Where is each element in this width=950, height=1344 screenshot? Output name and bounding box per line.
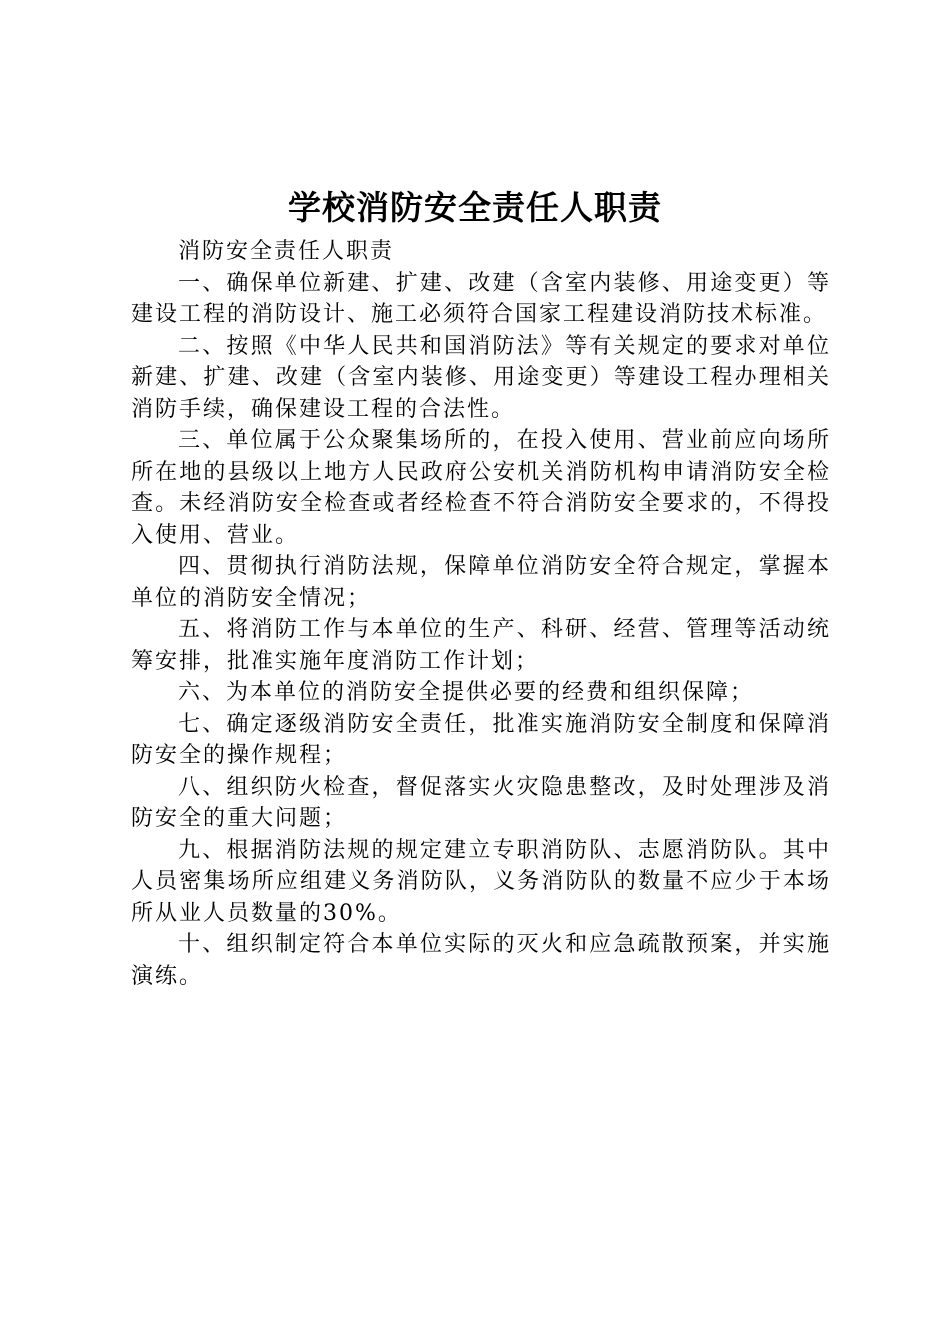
paragraph-3: 三、单位属于公众聚集场所的，在投入使用、营业前应向场所所在地的县级以上地方人民政府公安机关消防机构申请消防安全检查。未经消防安全检查或者经检查不符合消防安全要求的，不得投入使用、营业。 bbox=[131, 428, 831, 548]
paragraph-6: 六、为本单位的消防安全提供必要的经费和组织保障； bbox=[178, 680, 755, 705]
paragraph-5: 五、将消防工作与本单位的生产、科研、经营、管理等活动统筹安排，批准实施年度消防工作计划； bbox=[131, 617, 831, 674]
document-subtitle: 消防安全责任人职责 bbox=[178, 239, 395, 264]
paragraph-2: 二、按照《中华人民共和国消防法》等有关规定的要求对单位新建、扩建、改建（含室内装修、用途变更）等建设工程办理相关消防手续，确保建设工程的合法性。 bbox=[131, 333, 831, 422]
document-body bbox=[131, 236, 831, 992]
paragraph-9: 九、根据消防法规的规定建立专职消防队、志愿消防队。其中人员密集场所应组建义务消防队，义务消防队的数量不应少于本场所从业人员数量的30%。 bbox=[131, 837, 831, 926]
paragraph-10: 十、组织制定符合本单位实际的灭火和应急疏散预案，并实施演练。 bbox=[131, 932, 831, 989]
paragraph-8: 八、组织防火检查，督促落实火灾隐患整改，及时处理涉及消防安全的重大问题； bbox=[131, 774, 831, 831]
paragraph-7: 七、确定逐级消防安全责任，批准实施消防安全制度和保障消防安全的操作规程； bbox=[131, 711, 831, 768]
document-title: 学校消防安全责任人职责 bbox=[288, 188, 662, 227]
paragraph-4: 四、贯彻执行消防法规，保障单位消防安全符合规定，掌握本单位的消防安全情况； bbox=[131, 554, 831, 611]
paragraph-1: 一、确保单位新建、扩建、改建（含室内装修、用途变更）等建设工程的消防设计、施工必须符合国家工程建设消防技术标准。 bbox=[131, 270, 831, 327]
